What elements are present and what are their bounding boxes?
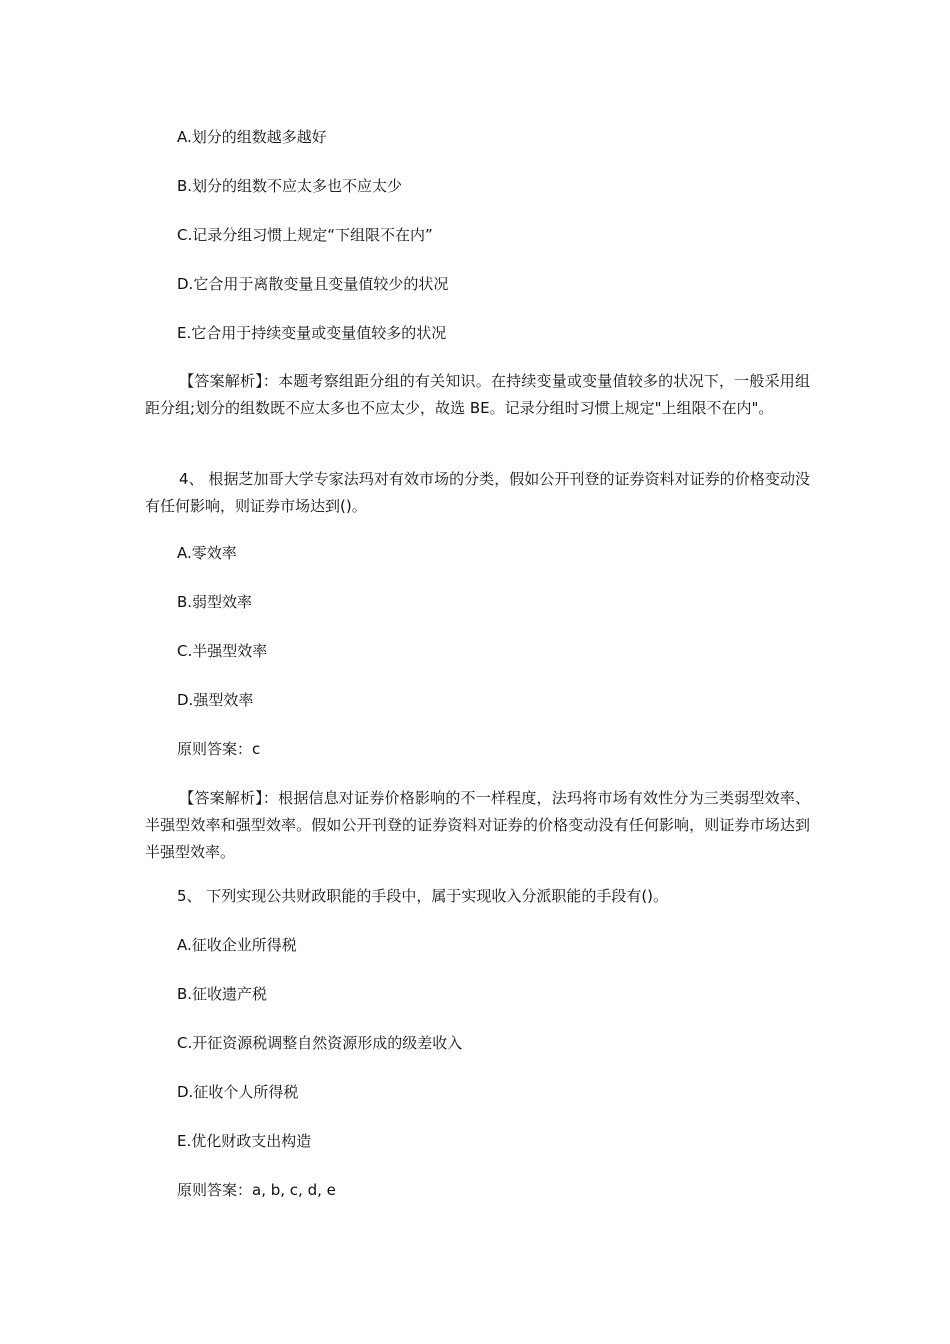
q3-analysis	[145, 368, 810, 422]
q5-option-e: E.优化财政支出构造	[177, 1132, 312, 1150]
q4-analysis	[145, 785, 810, 866]
q4-option-b: B.弱型效率	[177, 593, 253, 611]
q3-option-a: A.划分的组数越多越好	[177, 128, 327, 146]
q5-answer: 原则答案：a, b, c, d, e	[177, 1181, 336, 1199]
q3-option-c: C.记录分组习惯上规定“下组限不在内”	[177, 226, 433, 244]
q4-answer: 原则答案：c	[177, 740, 261, 758]
q4-analysis-text: 【答案解析】：根据信息对证券价格影响的不一样程度，法玛将市场有效性分为三类弱型效率、半强型效率和强型效率。假如公开刊登的证券资料对证券的价格变动没有任何影响，则证券市场达到半强型效率。	[145, 789, 810, 861]
q3-option-d: D.它合用于离散变量且变量值较少的状况	[177, 275, 449, 293]
q3-analysis-text: 【答案解析】：本题考察组距分组的有关知识。在持续变量或变量值较多的状况下，一般采用组距分组;划分的组数既不应太多也不应太少，故选 BE。记录分组时习惯上规定"上组限不在内"。	[145, 372, 810, 417]
q4-question-text: 4、 根据芝加哥大学专家法玛对有效市场的分类，假如公开刊登的证券资料对证券的价格变动没有任何影响，则证券市场达到()。	[145, 470, 810, 515]
q4-option-c: C.半强型效率	[177, 642, 268, 660]
q4-option-a: A.零效率	[177, 544, 237, 562]
q3-option-e: E.它合用于持续变量或变量值较多的状况	[177, 324, 447, 342]
q5-question: 5、 下列实现公共财政职能的手段中，属于实现收入分派职能的手段有()。	[177, 887, 669, 905]
q4-option-d: D.强型效率	[177, 691, 254, 709]
q5-option-c: C.开征资源税调整自然资源形成的级差收入	[177, 1034, 463, 1052]
q5-option-a: A.征收企业所得税	[177, 936, 297, 954]
q3-option-b: B.划分的组数不应太多也不应太少	[177, 177, 403, 195]
q5-option-b: B.征收遗产税	[177, 985, 268, 1003]
q5-option-d: D.征收个人所得税	[177, 1083, 299, 1101]
q4-question	[145, 466, 810, 520]
